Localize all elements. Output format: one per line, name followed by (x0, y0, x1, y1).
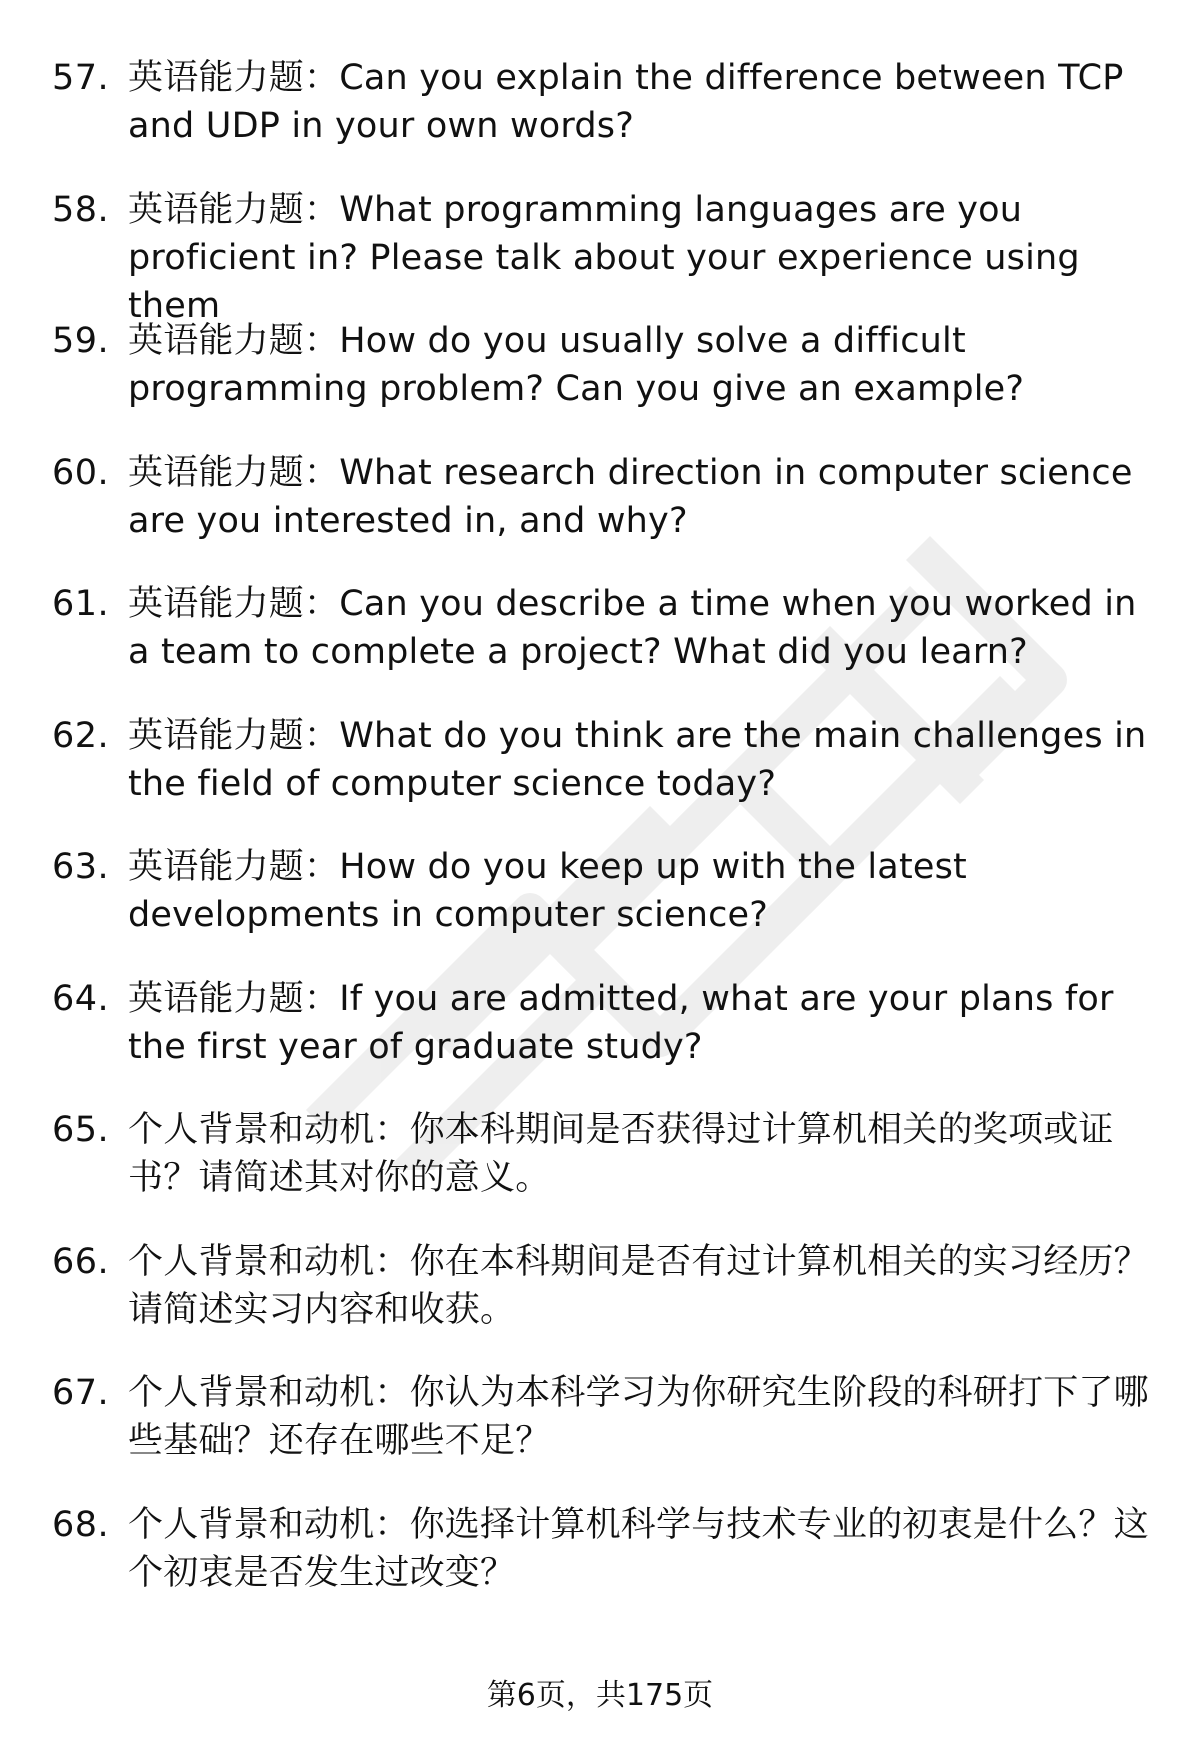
question-text: 英语能力题：Can you describe a time when you worked in a team to complete a project? What did you learn? (128, 584, 1137, 672)
question-number: 68. (52, 1504, 110, 1545)
question-text: 个人背景和动机：你在本科期间是否有过计算机相关的实习经历？请简述实习内容和收获。 (128, 1241, 1149, 1330)
question-number: 67. (52, 1373, 110, 1413)
question-number: 64. (52, 978, 110, 1019)
list-item (0, 712, 1200, 844)
question-text: 英语能力题：What programming languages are you proficient in? Please talk about your experience using them (128, 189, 1080, 326)
list-item (0, 1369, 1200, 1501)
list-item (0, 1501, 1200, 1633)
page-number-footer: 第6页，共175页 (486, 1678, 714, 1713)
question-text: 个人背景和动机：你选择计算机科学与技术专业的初衷是什么？这个初衷是否发生过改变？ (128, 1504, 1149, 1593)
question-text: 英语能力题：How do you keep up with the latest developments in computer science? (128, 847, 967, 935)
question-number: 62. (52, 715, 110, 756)
question-number: 61. (52, 584, 110, 624)
question-number: 59. (52, 321, 110, 361)
question-text: 英语能力题：If you are admitted, what are your plans for the first year of graduate study? (128, 978, 1114, 1067)
question-text: 个人背景和动机：你认为本科学习为你研究生阶段的科研打下了哪些基础？还存在哪些不足？ (128, 1373, 1149, 1461)
question-text: 英语能力题：What research direction in computer science are you interested in, and why? (128, 452, 1133, 541)
question-number: 58. (52, 189, 110, 230)
question-number: 63. (52, 847, 110, 887)
list-item (0, 580, 1200, 712)
question-text: 英语能力题：How do you usually solve a difficult programming problem? Can you give an example? (128, 321, 1025, 409)
list-item (0, 317, 1200, 449)
question-number: 66. (52, 1241, 110, 1282)
question-text: 英语能力题：What do you think are the main challenges in the field of computer science today? (128, 715, 1147, 804)
question-number: 57. (52, 58, 110, 98)
question-list (0, 54, 1200, 1632)
question-number: 60. (52, 452, 110, 493)
list-item (0, 975, 1200, 1107)
question-text: 英语能力题：Can you explain the difference between TCP and UDP in your own words? (128, 58, 1124, 146)
list-item (0, 1238, 1200, 1370)
list-item (0, 54, 1200, 186)
list-item (0, 843, 1200, 975)
list-item (0, 1106, 1200, 1238)
question-number: 65. (52, 1110, 110, 1150)
list-item (0, 186, 1200, 326)
list-item (0, 449, 1200, 581)
question-text: 个人背景和动机：你本科期间是否获得过计算机相关的奖项或证书？请简述其对你的意义。 (128, 1110, 1114, 1198)
